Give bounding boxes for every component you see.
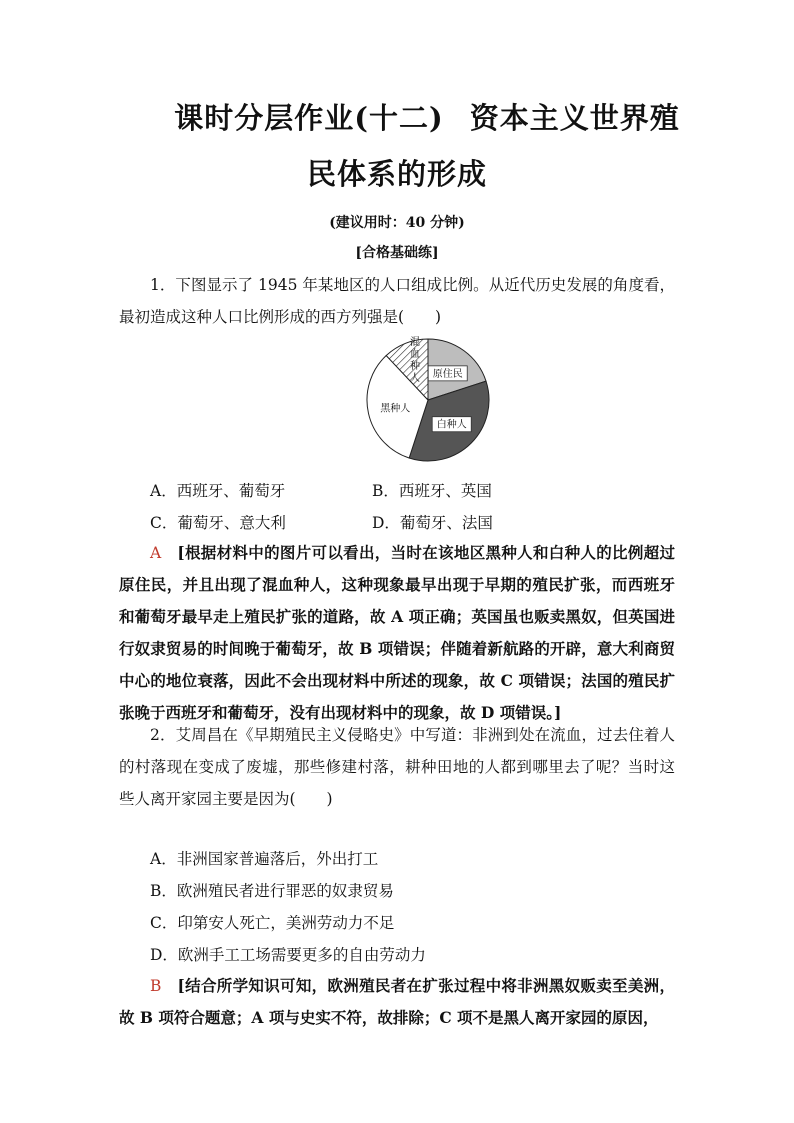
- pie-label-3: 混血种人: [409, 337, 420, 385]
- q2-option-d[interactable]: D．欧洲手工工场需要更多的自由劳动力: [150, 946, 426, 964]
- section-heading: [合格基础练]: [355, 245, 439, 261]
- q1-option-d[interactable]: D．葡萄牙、法国: [372, 514, 493, 532]
- title-main: 课时分层作业(十二): [174, 101, 444, 135]
- q2-option-b[interactable]: B．欧洲殖民者进行罪恶的奴隶贸易: [150, 882, 394, 900]
- time-note: (建议用时：40 分钟): [329, 215, 465, 231]
- q2-explanation: [结合所学知识可知，欧洲殖民者在扩张过程中将非洲黑奴贩卖至美洲，故 B 项符合题意；A 项与史实不符，故排除；C 项不是黑人离开家园的原因，: [119, 976, 675, 1027]
- pie-label-0: 原住民: [432, 368, 463, 380]
- title-sub: 资本主义世界殖: [469, 101, 680, 135]
- q2-answer: [119, 970, 675, 1034]
- q2-option-c[interactable]: C．印第安人死亡，美洲劳动力不足: [150, 914, 395, 932]
- page-title-line2: 民体系的形成: [306, 157, 487, 191]
- q1-explanation: [根据材料中的图片可以看出，当时在该地区黑种人和白种人的比例超过原住民，并且出现了混血种人，这种现象最早出现于早期的殖民扩张，而西班牙和葡萄牙最早走上殖民扩张的道路，故 A 项正确；英国虽也贩卖黑奴，但英国进行奴隶贸易的时间晚于葡萄牙，故 B 项错误；伴随着新航路的开辟，意大利商贸中心的地位衰落，因此不会出现材料中所述的现象，故 C 项错误；法国的殖民扩张晚于西班牙和葡萄牙，没有出现材料中的现象，故 D 项错误。]: [119, 543, 675, 722]
- page-title-line1: [0, 96, 794, 137]
- q2-option-a[interactable]: A．非洲国家普遍落后，外出打工: [150, 850, 379, 868]
- pie-label-2: 黑种人: [380, 403, 411, 415]
- population-pie-chart: [348, 336, 508, 466]
- q1-answer: [119, 537, 675, 729]
- q2-text: 2．艾周昌在《早期殖民主义侵略史》中写道：非洲到处在流血，过去住着人的村落现在变成了废墟，那些修建村落，耕种田地的人都到哪里去了呢？当时这些人离开家园主要是因为( ): [119, 726, 675, 808]
- q1-answer-letter: A: [150, 544, 162, 562]
- pie-label-1: 白种人: [436, 419, 467, 431]
- q2-answer-letter: B: [150, 977, 162, 995]
- q1-option-a[interactable]: A．西班牙、葡萄牙: [150, 482, 286, 500]
- q1-option-b[interactable]: B．西班牙、英国: [372, 482, 492, 500]
- q1-option-c[interactable]: C．葡萄牙、意大利: [150, 514, 286, 532]
- q1-text: 1．下图显示了 1945 年某地区的人口组成比例。从近代历史发展的角度看，最初造成这种人口比例形成的西方列强是( ): [119, 276, 675, 326]
